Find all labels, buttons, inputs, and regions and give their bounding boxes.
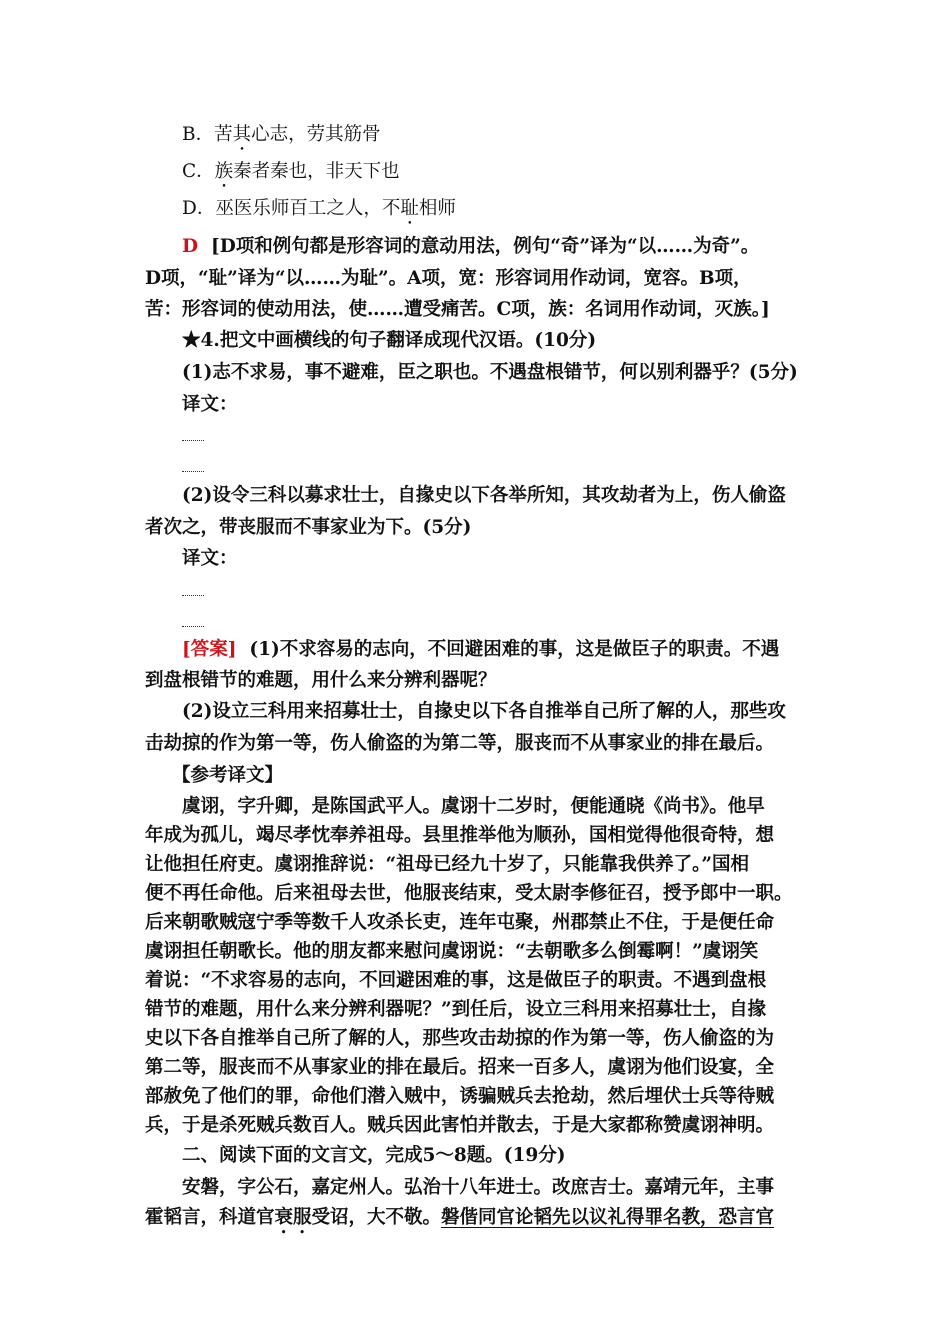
reference-line: 便不再任命他。后来祖母去世，他服丧结束，受太尉李修征召，授予郎中一职。 <box>145 883 793 904</box>
answer-blank-line[interactable] <box>182 471 204 472</box>
underlined-sentence: 磐偕同官论韬先以议礼得罪名教，恐言官 <box>441 1207 775 1228</box>
reference-line: 着说：“不求容易的志向，不回避困难的事，这是做臣子的职责。不遇到盘根 <box>145 970 767 991</box>
answer4-line3: (2)设立三科用来招募壮士，自掾史以下各自推举自己所了解的人，那些攻 <box>182 701 786 722</box>
question4-sentence2a: (2)设令三科以募求壮士，自掾史以下各举所知，其攻劫者为上，伤人偷盗 <box>182 485 786 506</box>
answer4-line1: [答案] (1)不求容易的志向，不回避困难的事，这是做臣子的职责。不遇 <box>182 639 780 660</box>
emphasis-dot-char: 衰服 <box>274 1207 312 1228</box>
reference-line: 年成为孤儿，竭尽孝忱奉养祖母。县里推举他为顺孙，国相觉得他很奇特，想 <box>145 825 775 846</box>
answer4-line4: 击劫掠的作为第一等，伤人偷盗的为第二等，服丧而不从事家业的排在最后。 <box>145 733 775 754</box>
reference-line: 让他担任府吏。虞诩推辞说：“祖母已经九十岁了，只能靠我供养了。”国相 <box>145 854 750 875</box>
passage-line: 霍韬言，科道官衰服受诏，大不敬。磐偕同官论韬先以议礼得罪名教，恐言官 <box>145 1207 775 1228</box>
emphasis-dot-char: 族 <box>214 161 234 182</box>
reference-line: 部赦免了他们的罪，命他们潜入贼中，诱骗贼兵去抢劫，然后埋伏士兵等待贼 <box>145 1086 775 1107</box>
reference-heading: 【参考译文】 <box>172 765 284 786</box>
question4-title: ★4.把文中画横线的句子翻译成现代汉语。(10分) <box>182 330 597 351</box>
reference-line: 后来朝歌贼寇宁季等数千人攻杀长吏，连年屯聚，州郡禁止不住，于是便任命 <box>145 912 775 933</box>
reference-line: 史以下各自推举自己所了解的人，那些攻击劫掠的作为第一等，伤人偷盗的为 <box>145 1028 775 1049</box>
answer-letter: D <box>182 236 199 257</box>
answer3-line3: 苦：形容词的使动用法，使……遭受痛苦。C项，族：名词用作动词，灭族。] <box>145 299 770 320</box>
answer-label: [答案] <box>182 639 237 660</box>
answer-blank-line[interactable] <box>182 626 204 627</box>
reference-line: 兵，于是杀死贼兵数百人。贼兵因此害怕并散去，于是大家都称赞虞诩神明。 <box>145 1115 775 1136</box>
option-letter: B． <box>182 124 215 145</box>
question4-sentence1: (1)志不求易，事不避难，臣之职也。不遇盘根错节，何以别利器乎？(5分) <box>182 362 798 383</box>
answer-blank-line[interactable] <box>182 440 204 441</box>
translation-label-2: 译文： <box>182 548 238 569</box>
option-letter: D． <box>182 198 216 219</box>
translation-label-1: 译文： <box>182 394 238 415</box>
emphasis-dot-char: 其 <box>232 124 252 145</box>
emphasis-dot-char: 耻 <box>400 198 419 219</box>
option-d: D．巫医乐师百工之人，不耻相师 <box>182 198 456 219</box>
passage-line: 安磐，字公石，嘉定州人。弘治十八年进士。改庶吉士。嘉靖元年，主事 <box>182 1177 775 1198</box>
question4-sentence2b: 者次之，带丧服而不事家业为下。(5分) <box>145 517 472 538</box>
reference-line: 错节的难题，用什么来分辨利器呢？”到任后，设立三科用来招募壮士，自掾 <box>145 999 767 1020</box>
section2-title: 二、阅读下面的文言文，完成5～8题。(19分) <box>182 1145 566 1166</box>
answer3-line1: D [D项和例句都是形容词的意动用法，例句“奇”译为“以……为奇”。 <box>182 236 760 257</box>
option-b: B．苦其心志，劳其筋骨 <box>182 124 381 145</box>
option-letter: C． <box>182 161 215 182</box>
reference-line: 虞诩担任朝歌长。他的朋友都来慰问虞诩说：“去朝歌多么倒霉啊！”虞诩笑 <box>145 941 759 962</box>
answer4-line2: 到盘根错节的难题，用什么来分辨利器呢？ <box>145 670 497 691</box>
reference-line: 第二等，服丧而不从事家业的排在最后。招来一百多人，虞诩为他们设宴，全 <box>145 1057 775 1078</box>
answer-blank-line[interactable] <box>182 595 204 596</box>
option-c: C．族秦者秦也，非天下也 <box>182 161 400 182</box>
answer3-line2: D项，“耻”译为“以……为耻”。A项，宽：形容词用作动词，宽容。B项， <box>145 268 752 289</box>
reference-line: 虞诩，字升卿，是陈国武平人。虞诩十二岁时，便能通晓《尚书》。他早 <box>182 796 765 817</box>
